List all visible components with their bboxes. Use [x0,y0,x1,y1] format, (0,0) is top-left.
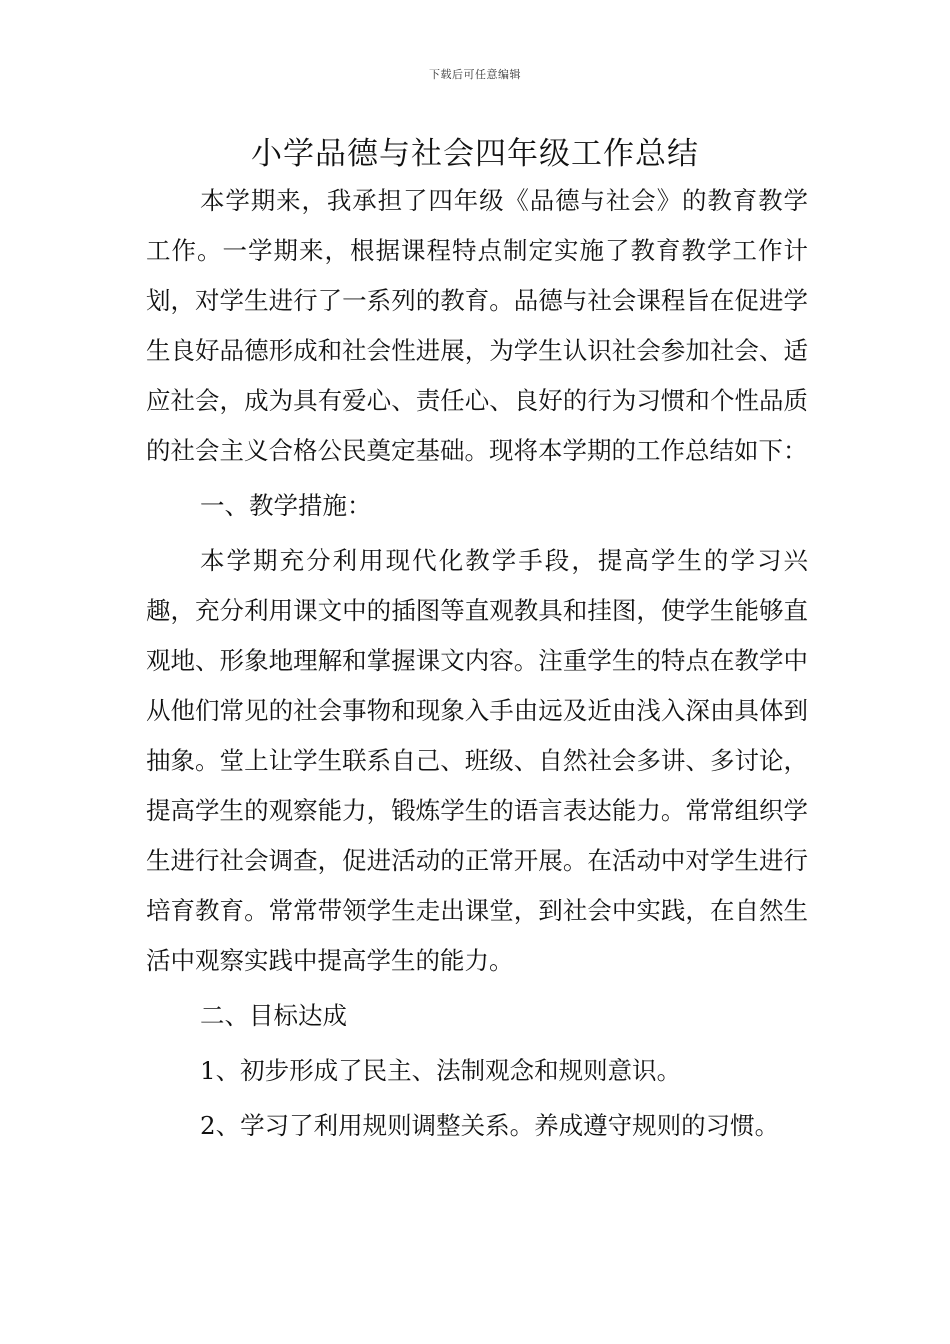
document-body [146,176,808,1151]
document-title: 小学品德与社会四年级工作总结 [251,136,699,172]
goal-item-2: 2、学习了利用规则调整关系。养成遵守规则的习惯。 [200,1111,780,1140]
teaching-measures-paragraph: 本学期充分利用现代化教学手段，提高学生的学习兴趣，充分利用课文中的插图等直观教具和挂图，使学生能够直观地、形象地理解和掌握课文内容。注重学生的特点在教学中从他们常见的社会事物和现象入手由远及近由浅入深由具体到抽象。堂上让学生联系自己、班级、自然社会多讲、多讨论，提高学生的观察能力，锻炼学生的语言表达能力。常常组织学生进行社会调查，促进活动的正常开展。在活动中对学生进行培育教育。常常带领学生走出课堂，到社会中实践，在自然生活中观察实践中提高学生的能力。 [146,546,808,975]
section-heading-teaching-measures: 一、教学措施： [200,491,372,520]
header-note: 下载后可任意编辑 [429,68,521,81]
goal-item-1: 1、初步形成了民主、法制观念和规则意识。 [200,1056,682,1085]
section-heading-goals-achieved: 二、目标达成 [200,1001,347,1030]
intro-paragraph: 本学期来，我承担了四年级《品德与社会》的教育教学工作。一学期来，根据课程特点制定实施了教育教学工作计划，对学生进行了一系列的教育。品德与社会课程旨在促进学生良好品德形成和社会性进展，为学生认识社会参加社会、适应社会，成为具有爱心、责任心、良好的行为习惯和个性品质的社会主义合格公民奠定基础。现将本学期的工作总结如下： [146,186,808,465]
